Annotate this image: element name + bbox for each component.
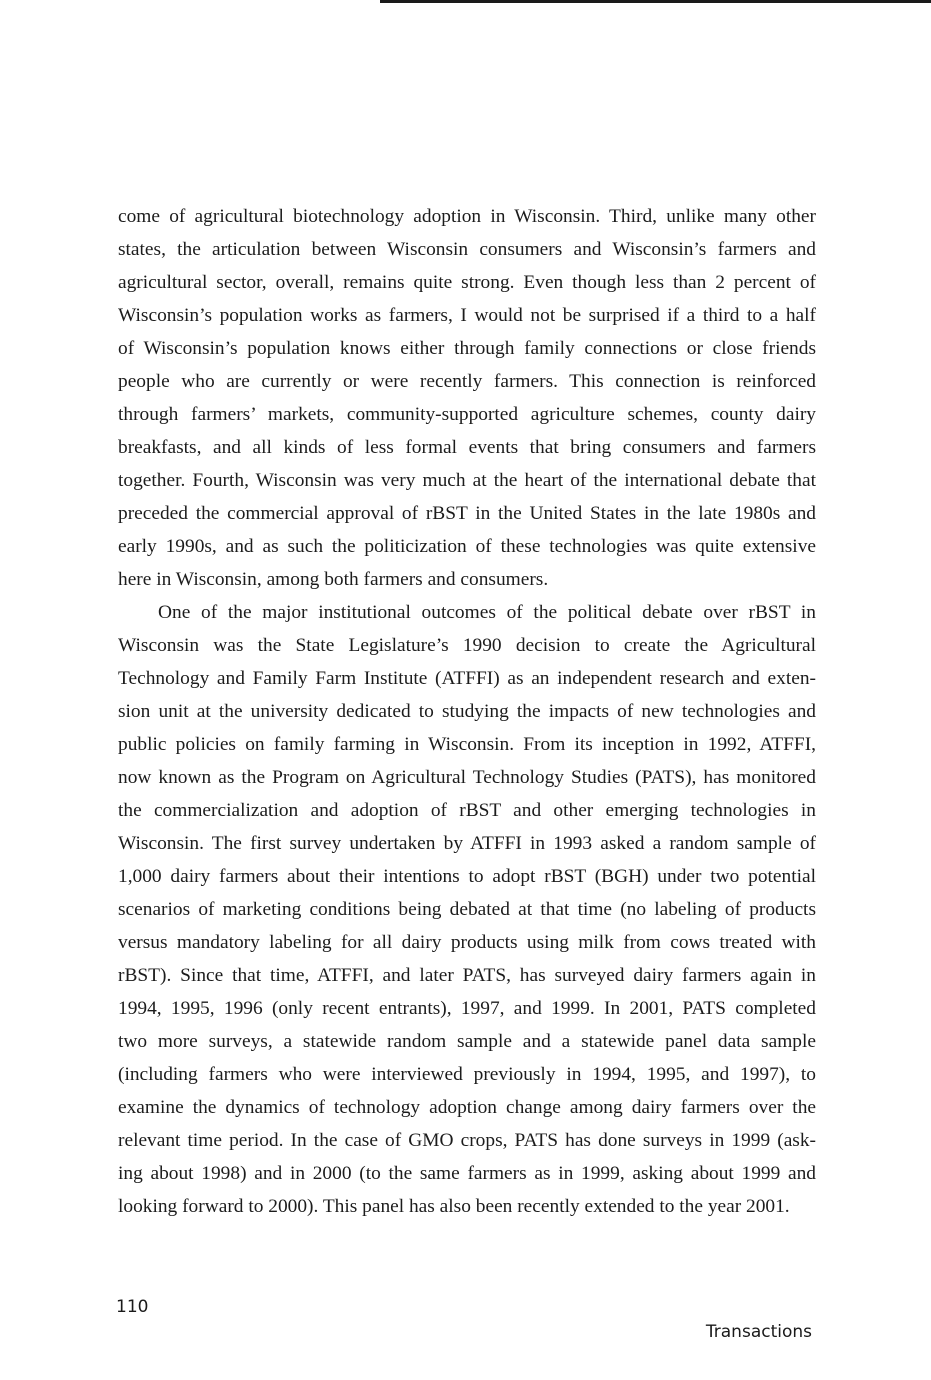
text-line: two more surveys, a statewide random sample and a statewide panel data sample — [118, 1031, 816, 1052]
text-line: through farmers’ markets, community-supported agriculture schemes, county dairy — [118, 404, 816, 425]
text-line: public policies on family farming in Wisconsin. From its inception in 1992, ATFFI, — [118, 734, 816, 755]
text-line: agricultural sector, overall, remains quite strong. Even though less than 2 percent of — [118, 272, 816, 293]
text-line: (including farmers who were interviewed previously in 1994, 1995, and 1997), to — [118, 1064, 816, 1085]
text-line: Wisconsin. The first survey undertaken by ATFFI in 1993 asked a random sample of — [118, 833, 816, 854]
paragraph-1 — [118, 200, 816, 596]
text-line: rBST). Since that time, ATFFI, and later PATS, has surveyed dairy farmers again in — [118, 965, 816, 986]
page-number: 110 — [116, 1297, 149, 1317]
text-line: now known as the Program on Agricultural Technology Studies (PATS), has monitored — [118, 767, 816, 788]
text-line: Wisconsin’s population works as farmers, I would not be surprised if a third to a half — [118, 305, 816, 326]
text-line: sion unit at the university dedicated to studying the impacts of new technologies and — [118, 701, 816, 722]
text-line: breakfasts, and all kinds of less formal events that bring consumers and farmers — [118, 437, 816, 458]
text-line: scenarios of marketing conditions being debated at that time (no labeling of products — [118, 899, 816, 920]
text-line: together. Fourth, Wisconsin was very much at the heart of the international debate that — [118, 470, 816, 491]
text-line: Wisconsin was the State Legislature’s 1990 decision to create the Agricultural — [118, 635, 816, 656]
paragraph-2 — [118, 596, 816, 1223]
text-line: examine the dynamics of technology adoption change among dairy farmers over the — [118, 1097, 816, 1118]
text-line: ing about 1998) and in 2000 (to the same farmers as in 1999, asking about 1999 and — [118, 1163, 816, 1184]
text-line: here in Wisconsin, among both farmers and consumers. — [118, 569, 549, 590]
text-line: Technology and Family Farm Institute (ATFFI) as an independent research and exten- — [118, 668, 816, 689]
text-line: people who are currently or were recently farmers. This connection is reinforced — [118, 371, 816, 392]
text-line: the commercialization and adoption of rBST and other emerging technologies in — [118, 800, 816, 821]
text-line: of Wisconsin’s population knows either through family connections or close friends — [118, 338, 816, 359]
body-text — [118, 200, 816, 1223]
text-line: looking forward to 2000). This panel has also been recently extended to the year 2001. — [118, 1196, 790, 1217]
text-line: versus mandatory labeling for all dairy products using milk from cows treated with — [118, 932, 816, 953]
text-line: One of the major institutional outcomes of the political debate over rBST in — [158, 602, 816, 623]
text-line: 1994, 1995, 1996 (only recent entrants), 1997, and 1999. In 2001, PATS completed — [118, 998, 816, 1019]
text-line: states, the articulation between Wisconsin consumers and Wisconsin’s farmers and — [118, 239, 816, 260]
text-line: come of agricultural biotechnology adoption in Wisconsin. Third, unlike many other — [118, 206, 816, 227]
running-footer-title: Transactions — [705, 1322, 812, 1342]
text-line: 1,000 dairy farmers about their intentions to adopt rBST (BGH) under two potential — [118, 866, 816, 887]
text-line: early 1990s, and as such the politicization of these technologies was quite extensive — [118, 536, 816, 557]
text-line: preceded the commercial approval of rBST in the United States in the late 1980s and — [118, 503, 816, 524]
text-line: relevant time period. In the case of GMO crops, PATS has done surveys in 1999 (ask- — [118, 1130, 816, 1151]
top-rule — [380, 0, 931, 3]
